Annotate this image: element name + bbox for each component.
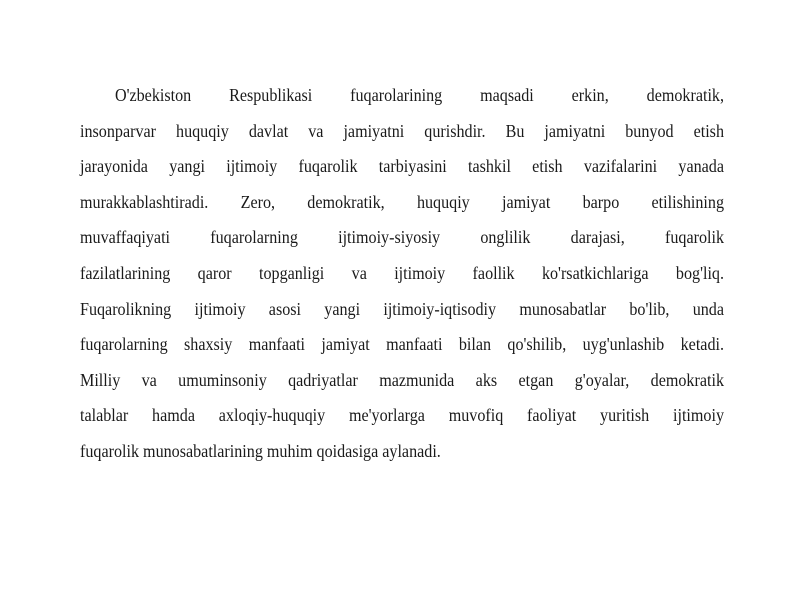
paragraph-line: fuqarolik munosabatlarining muhim qoidasiga aylanadi. (80, 440, 441, 461)
paragraph-line: murakkablashtiradi. Zero, demokratik, huquqiy jamiyat barpo etilishining (80, 191, 724, 212)
paragraph-line: O'zbekiston Respublikasi fuqarolarining maqsadi erkin, demokratik, (114, 85, 724, 105)
paragraph-line: fazilatlarining qaror topganligi va ijtimoiy faollik ko'rsatkichlariga bog'liq. (80, 262, 724, 283)
paragraph-line: muvaffaqiyati fuqarolarning ijtimoiy-siyosiy onglilik darajasi, fuqarolik (80, 227, 724, 248)
paragraph-line: Milliy va umuminsoniy qadriyatlar mazmunida aks etgan g'oyalar, demokratik (80, 369, 724, 390)
paragraph-line: insonparvar huquqiy davlat va jamiyatni qurishdir. Bu jamiyatni bunyod etish (80, 120, 724, 141)
paragraph-line: fuqarolarning shaxsiy manfaati jamiyat manfaati bilan qo'shilib, uyg'unlashib ketadi. (80, 334, 724, 355)
paragraph-line: Fuqarolikning ijtimoiy asosi yangi ijtimoiy-iqtisodiy munosabatlar bo'lib, unda (80, 298, 724, 319)
paragraph-line: talablar hamda axloqiy-huquqiy me'yorlarga muvofiq faoliyat yuritish ijtimoiy (80, 405, 724, 426)
paragraph-line: jarayonida yangi ijtimoiy fuqarolik tarbiyasini tashkil etish vazifalarini yanada (80, 156, 724, 177)
paragraph (80, 78, 724, 470)
